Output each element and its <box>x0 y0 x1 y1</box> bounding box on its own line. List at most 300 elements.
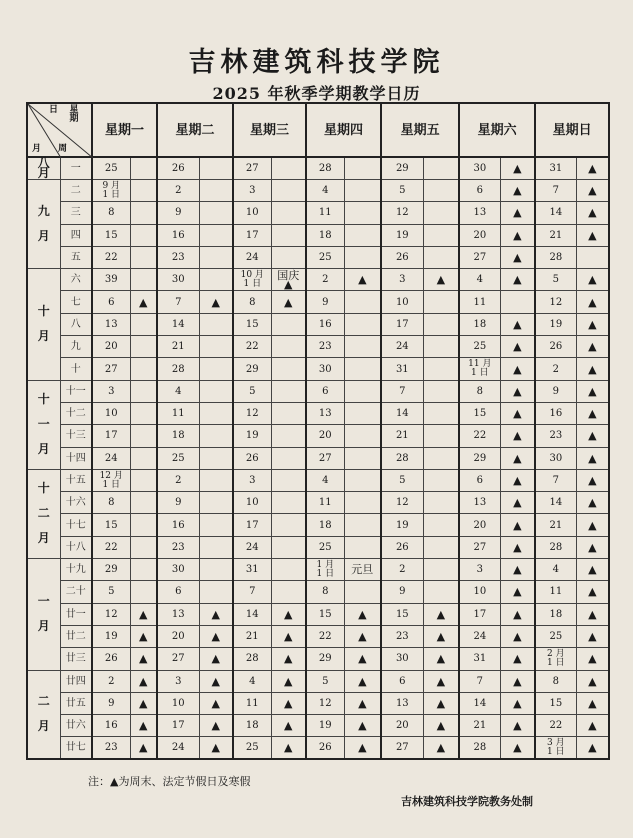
holiday-triangle-icon: ▲ <box>500 581 535 603</box>
date-cell: 11 <box>535 581 576 603</box>
date-cell: 27 <box>306 447 344 469</box>
holiday-note <box>199 380 233 402</box>
date-cell: 6 <box>157 581 199 603</box>
date-cell: 27 <box>381 737 423 759</box>
holiday-triangle-icon: ▲ <box>130 603 157 625</box>
date-cell: 4 <box>459 269 500 291</box>
holiday-note <box>130 380 157 402</box>
holiday-triangle-icon: ▲ <box>271 715 306 737</box>
date-cell: 9 <box>157 202 199 224</box>
date-cell: 4 <box>233 670 271 692</box>
date-cell: 23 <box>381 625 423 647</box>
week-row <box>27 402 609 424</box>
holiday-note <box>199 246 233 268</box>
date-cell: 20 <box>459 224 500 246</box>
holiday-triangle-icon: ▲ <box>130 737 157 759</box>
week-row <box>27 180 609 202</box>
date-cell: 13 <box>306 402 344 424</box>
holiday-triangle-icon: ▲ <box>576 648 609 670</box>
holiday-triangle-icon: ▲ <box>576 157 609 180</box>
holiday-note <box>344 224 381 246</box>
week-number: 二 <box>60 180 92 202</box>
holiday-note <box>271 536 306 558</box>
month-label-text: 九月 <box>37 204 50 244</box>
date-cell: 15 <box>233 313 271 335</box>
holiday-note <box>423 536 459 558</box>
holiday-triangle-icon: ▲ <box>500 514 535 536</box>
week-number: 十八 <box>60 536 92 558</box>
date-cell: 6 <box>459 180 500 202</box>
date-cell: 24 <box>381 336 423 358</box>
holiday-note <box>344 157 381 180</box>
holiday-triangle-icon: ▲ <box>199 715 233 737</box>
holiday-note <box>199 559 233 581</box>
holiday-triangle-icon: ▲ <box>576 380 609 402</box>
holiday-triangle-icon: ▲ <box>199 670 233 692</box>
date-cell: 8 <box>233 291 271 313</box>
holiday-note <box>271 336 306 358</box>
day-header: 星期日 <box>535 103 609 157</box>
holiday-triangle-icon: ▲ <box>576 737 609 759</box>
holiday-note <box>344 402 381 424</box>
day-header: 星期五 <box>381 103 459 157</box>
date-cell: 22 <box>306 625 344 647</box>
holiday-note <box>199 425 233 447</box>
date-cell: 12 <box>92 603 130 625</box>
date-cell: 15 <box>459 402 500 424</box>
holiday-triangle-icon: ▲ <box>500 402 535 424</box>
date-cell: 2 月 1 日 <box>535 648 576 670</box>
date-cell: 2 <box>157 180 199 202</box>
holiday-note <box>344 425 381 447</box>
date-cell: 11 <box>157 402 199 424</box>
date-cell: 25 <box>459 336 500 358</box>
date-cell: 2 <box>381 559 423 581</box>
date-cell: 17 <box>233 514 271 536</box>
date-cell: 9 <box>92 692 130 714</box>
holiday-note <box>130 536 157 558</box>
date-cell: 18 <box>306 224 344 246</box>
date-cell: 3 <box>157 670 199 692</box>
holiday-note <box>423 402 459 424</box>
holiday-note <box>344 380 381 402</box>
date-cell: 22 <box>92 536 130 558</box>
day-header: 星期六 <box>459 103 535 157</box>
holiday-triangle-icon: ▲ <box>500 202 535 224</box>
week-row <box>27 670 609 692</box>
date-cell: 17 <box>92 425 130 447</box>
holiday-triangle-icon: ▲ <box>500 180 535 202</box>
date-cell: 26 <box>306 737 344 759</box>
date-cell: 31 <box>381 358 423 380</box>
holiday-note <box>344 202 381 224</box>
holiday-triangle-icon: ▲ <box>423 737 459 759</box>
date-cell: 5 <box>92 581 130 603</box>
holiday-triangle-icon: ▲ <box>500 224 535 246</box>
date-cell: 30 <box>157 559 199 581</box>
corner-header <box>27 103 92 157</box>
date-cell: 25 <box>92 157 130 180</box>
holiday-note <box>344 291 381 313</box>
holiday-triangle-icon: ▲ <box>500 246 535 268</box>
holiday-triangle-icon: ▲ <box>130 625 157 647</box>
holiday-note <box>199 313 233 335</box>
holiday-triangle-icon: ▲ <box>576 202 609 224</box>
date-cell: 10 <box>233 202 271 224</box>
day-header: 星期四 <box>306 103 381 157</box>
week-row <box>27 291 609 313</box>
holiday-triangle-icon: ▲ <box>576 715 609 737</box>
date-cell: 28 <box>233 648 271 670</box>
holiday-triangle-icon: ▲ <box>271 692 306 714</box>
holiday-triangle-icon: ▲ <box>271 625 306 647</box>
week-row <box>27 715 609 737</box>
date-cell: 29 <box>233 358 271 380</box>
holiday-note <box>271 246 306 268</box>
week-number: 十四 <box>60 447 92 469</box>
date-cell: 5 <box>306 670 344 692</box>
date-cell: 30 <box>381 648 423 670</box>
week-row <box>27 157 609 180</box>
month-label-text: 八月 <box>37 156 50 180</box>
date-cell: 25 <box>233 737 271 759</box>
week-row <box>27 336 609 358</box>
holiday-note <box>344 514 381 536</box>
week-number: 十九 <box>60 559 92 581</box>
date-cell: 24 <box>157 737 199 759</box>
date-cell: 21 <box>381 425 423 447</box>
holiday-triangle-icon: ▲ <box>500 536 535 558</box>
date-cell: 18 <box>233 715 271 737</box>
date-cell: 26 <box>381 536 423 558</box>
date-cell: 23 <box>157 536 199 558</box>
date-cell: 14 <box>459 692 500 714</box>
week-number: 十三 <box>60 425 92 447</box>
holiday-triangle-icon: ▲ <box>130 291 157 313</box>
holiday-note <box>423 469 459 491</box>
date-cell: 20 <box>306 425 344 447</box>
date-cell: 22 <box>92 246 130 268</box>
week-row <box>27 425 609 447</box>
week-number: 十二 <box>60 402 92 424</box>
corner-week-label: 周 <box>58 144 68 154</box>
date-cell: 20 <box>459 514 500 536</box>
holiday-triangle-icon: ▲ <box>500 447 535 469</box>
date-cell: 27 <box>157 648 199 670</box>
date-cell: 8 <box>92 202 130 224</box>
holiday-triangle-icon: ▲ <box>576 358 609 380</box>
holiday-triangle-icon: ▲ <box>344 603 381 625</box>
holiday-note <box>130 425 157 447</box>
date-cell: 18 <box>459 313 500 335</box>
month-label-text: 二月 <box>37 694 50 734</box>
teaching-calendar-table <box>26 102 610 760</box>
date-cell: 25 <box>535 625 576 647</box>
holiday-triangle-icon: ▲ <box>423 715 459 737</box>
holiday-note <box>130 581 157 603</box>
date-cell: 15 <box>306 603 344 625</box>
holiday-triangle-icon: ▲ <box>500 692 535 714</box>
week-number: 廿三 <box>60 648 92 670</box>
month-label-text: 十二月 <box>37 481 50 546</box>
date-cell: 6 <box>306 380 344 402</box>
date-cell: 3 <box>92 380 130 402</box>
date-cell: 11 <box>306 492 344 514</box>
date-cell: 10 月 1 日 <box>233 269 271 291</box>
holiday-triangle-icon: ▲ <box>576 291 609 313</box>
date-cell: 28 <box>157 358 199 380</box>
week-row <box>27 224 609 246</box>
date-cell: 29 <box>381 157 423 180</box>
holiday-note <box>199 514 233 536</box>
date-cell: 7 <box>535 180 576 202</box>
week-row <box>27 581 609 603</box>
week-row <box>27 246 609 268</box>
holiday-note <box>199 202 233 224</box>
week-number: 五 <box>60 246 92 268</box>
date-cell: 31 <box>459 648 500 670</box>
holiday-note <box>130 313 157 335</box>
holiday-triangle-icon: ▲ <box>576 559 609 581</box>
date-cell: 12 <box>381 492 423 514</box>
date-cell: 21 <box>233 625 271 647</box>
month-label <box>27 157 60 180</box>
date-cell: 2 <box>157 469 199 491</box>
holiday-triangle-icon: ▲ <box>271 603 306 625</box>
holiday-triangle-icon: ▲ <box>576 425 609 447</box>
date-cell: 20 <box>157 625 199 647</box>
week-number: 六 <box>60 269 92 291</box>
holiday-note <box>344 447 381 469</box>
date-cell: 12 <box>233 402 271 424</box>
date-cell: 24 <box>233 536 271 558</box>
date-cell: 7 <box>157 291 199 313</box>
holiday-triangle-icon: ▲ <box>271 670 306 692</box>
date-cell: 13 <box>92 313 130 335</box>
week-number: 廿一 <box>60 603 92 625</box>
holiday-triangle-icon: ▲ <box>130 692 157 714</box>
date-cell: 13 <box>381 692 423 714</box>
week-number: 十 <box>60 358 92 380</box>
holiday-note <box>199 447 233 469</box>
holiday-triangle-icon: ▲ <box>344 670 381 692</box>
date-cell: 5 <box>535 269 576 291</box>
holiday-note <box>130 402 157 424</box>
holiday-note <box>344 581 381 603</box>
holiday-note <box>130 447 157 469</box>
holiday-triangle-icon: ▲ <box>500 648 535 670</box>
holiday-note <box>423 514 459 536</box>
date-cell: 21 <box>535 514 576 536</box>
holiday-triangle-icon: ▲ <box>576 625 609 647</box>
holiday-note <box>130 202 157 224</box>
date-cell: 16 <box>92 715 130 737</box>
date-cell: 9 <box>157 492 199 514</box>
week-number: 十七 <box>60 514 92 536</box>
month-label <box>27 559 60 670</box>
date-cell: 3 <box>233 180 271 202</box>
date-cell: 8 <box>459 380 500 402</box>
holiday-note <box>271 157 306 180</box>
week-number: 十六 <box>60 492 92 514</box>
holiday-note <box>130 224 157 246</box>
date-cell: 17 <box>233 224 271 246</box>
holiday-note <box>271 358 306 380</box>
date-cell: 12 <box>381 202 423 224</box>
holiday-triangle-icon: ▲ <box>500 492 535 514</box>
week-number: 十五 <box>60 469 92 491</box>
holiday-note <box>576 246 609 268</box>
date-cell: 22 <box>233 336 271 358</box>
holiday-note <box>199 469 233 491</box>
holiday-note <box>271 492 306 514</box>
date-cell: 10 <box>92 402 130 424</box>
holiday-triangle-icon: ▲ <box>576 581 609 603</box>
holiday-note <box>344 469 381 491</box>
date-cell: 12 月 1 日 <box>92 469 130 491</box>
date-cell: 30 <box>157 269 199 291</box>
week-row <box>27 625 609 647</box>
holiday-note <box>344 492 381 514</box>
month-label-text: 一月 <box>37 594 50 634</box>
holiday-triangle-icon: ▲ <box>576 469 609 491</box>
holiday-triangle-icon: ▲ <box>199 692 233 714</box>
holiday-triangle-icon: ▲ <box>500 425 535 447</box>
date-cell: 26 <box>535 336 576 358</box>
holiday-note <box>344 313 381 335</box>
date-cell: 23 <box>535 425 576 447</box>
week-row <box>27 536 609 558</box>
holiday-note <box>130 246 157 268</box>
date-cell: 10 <box>381 291 423 313</box>
date-cell: 22 <box>459 425 500 447</box>
week-row <box>27 313 609 335</box>
date-cell: 31 <box>233 559 271 581</box>
holiday-triangle-icon: ▲ <box>344 692 381 714</box>
date-cell: 28 <box>381 447 423 469</box>
date-cell: 6 <box>381 670 423 692</box>
holiday-triangle-icon: ▲ <box>199 648 233 670</box>
holiday-note <box>423 425 459 447</box>
holiday-triangle-icon: ▲ <box>576 492 609 514</box>
date-cell: 5 <box>381 469 423 491</box>
date-cell: 26 <box>92 648 130 670</box>
date-cell: 29 <box>459 447 500 469</box>
date-cell: 25 <box>157 447 199 469</box>
holiday-note <box>199 157 233 180</box>
holiday-triangle-icon: ▲ <box>576 313 609 335</box>
date-cell: 39 <box>92 269 130 291</box>
date-cell: 5 <box>233 380 271 402</box>
holiday-note <box>423 313 459 335</box>
date-cell: 4 <box>306 469 344 491</box>
week-number: 三 <box>60 202 92 224</box>
week-row <box>27 692 609 714</box>
holiday-note <box>500 291 535 313</box>
holiday-triangle-icon: ▲ <box>271 737 306 759</box>
week-number: 廿四 <box>60 670 92 692</box>
holiday-triangle-icon: ▲ <box>130 715 157 737</box>
week-number: 廿七 <box>60 737 92 759</box>
holiday-triangle-icon: ▲ <box>344 737 381 759</box>
holiday-triangle-icon: ▲ <box>576 447 609 469</box>
date-cell: 8 <box>306 581 344 603</box>
date-cell: 15 <box>535 692 576 714</box>
week-row <box>27 469 609 491</box>
date-cell: 18 <box>535 603 576 625</box>
date-cell: 22 <box>535 715 576 737</box>
week-number: 廿五 <box>60 692 92 714</box>
holiday-triangle-icon: ▲ <box>500 157 535 180</box>
date-cell: 25 <box>306 536 344 558</box>
week-row <box>27 447 609 469</box>
holiday-triangle-icon: ▲ <box>199 625 233 647</box>
date-cell: 14 <box>157 313 199 335</box>
date-cell: 26 <box>381 246 423 268</box>
week-row <box>27 514 609 536</box>
holiday-note <box>271 469 306 491</box>
holiday-note <box>199 536 233 558</box>
holiday-note <box>423 380 459 402</box>
holiday-note <box>271 380 306 402</box>
holiday-triangle-icon: ▲ <box>500 469 535 491</box>
date-cell: 28 <box>306 157 344 180</box>
date-cell: 7 <box>233 581 271 603</box>
date-cell: 3 <box>459 559 500 581</box>
date-cell: 21 <box>459 715 500 737</box>
month-label <box>27 670 60 759</box>
date-cell: 19 <box>381 514 423 536</box>
holiday-note <box>271 402 306 424</box>
date-cell: 25 <box>306 246 344 268</box>
date-cell: 9 <box>535 380 576 402</box>
holiday-triangle-icon: ▲ <box>576 336 609 358</box>
date-cell: 14 <box>535 492 576 514</box>
holiday-note <box>271 202 306 224</box>
holiday-note <box>423 291 459 313</box>
date-cell: 24 <box>459 625 500 647</box>
date-cell: 15 <box>92 224 130 246</box>
date-cell: 26 <box>157 157 199 180</box>
holiday-triangle-icon: ▲ <box>344 715 381 737</box>
holiday-note <box>423 447 459 469</box>
holiday-note <box>271 425 306 447</box>
holiday-triangle-icon: ▲ <box>500 269 535 291</box>
holiday-triangle-icon: ▲ <box>423 269 459 291</box>
holiday-triangle-icon: ▲ <box>423 692 459 714</box>
holiday-triangle-icon: ▲ <box>271 648 306 670</box>
calendar-subtitle: 2025 年秋季学期教学日历 <box>212 84 421 103</box>
holiday-triangle-icon: ▲ <box>130 648 157 670</box>
date-cell: 27 <box>459 536 500 558</box>
holiday-note <box>271 514 306 536</box>
holiday-note <box>199 224 233 246</box>
holiday-note <box>423 559 459 581</box>
issuer-footer: 吉林建筑科技学院教务处制 <box>401 795 533 808</box>
holiday-note: 国庆 ▲ <box>271 269 306 291</box>
page-title: 吉林建筑科技学院 <box>188 47 445 78</box>
holiday-triangle-icon: ▲ <box>576 536 609 558</box>
date-cell: 19 <box>535 313 576 335</box>
holiday-note <box>423 224 459 246</box>
holiday-note <box>271 180 306 202</box>
holiday-triangle-icon: ▲ <box>576 402 609 424</box>
holiday-triangle-icon: ▲ <box>199 291 233 313</box>
week-row <box>27 202 609 224</box>
date-cell: 14 <box>381 402 423 424</box>
holiday-triangle-icon: ▲ <box>500 625 535 647</box>
week-number: 廿二 <box>60 625 92 647</box>
